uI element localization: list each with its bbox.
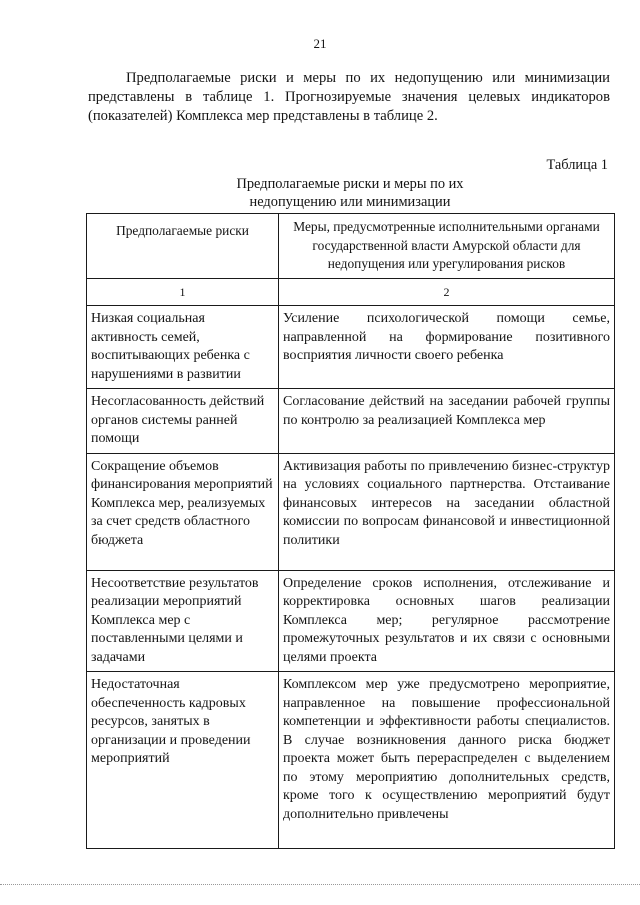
intro-paragraph: Предполагаемые риски и меры по их недопущению или минимизации представлены в таблице 1. Прогнозируемые значения целевых индикаторов (показателей) Комплекса мер представлены в таблице 2. bbox=[88, 70, 610, 124]
table-row bbox=[87, 453, 615, 570]
table-row bbox=[87, 672, 615, 849]
column-number-row bbox=[87, 278, 615, 306]
measure-cell: Комплексом мер уже предусмотрено мероприятие, направленное на повышение профессиональной компетенции и эффективности работы специалистов. В случае возникновения данного риска бюджет проекта может быть перераспределен с выделением по этому мероприятию дополнительных средств, кроме того к осуществлению мероприятий будут дополнительно привлечены bbox=[279, 672, 615, 849]
table-caption: Предполагаемые риски и меры по их недопущению или минимизации bbox=[236, 176, 464, 210]
table-row bbox=[87, 306, 615, 389]
measure-cell: Согласование действий на заседании рабочей группы по контролю за реализацией Комплекса мер bbox=[279, 389, 615, 454]
column-number-1: 1 bbox=[87, 278, 279, 306]
measure-cell: Определение сроков исполнения, отслеживание и корректировка основных шагов реализации Комплекса мер; регулярное рассмотрение промежуточных результатов и их связи с основными целями проекта bbox=[279, 570, 615, 672]
table-row bbox=[87, 570, 615, 672]
page-bottom-edge bbox=[0, 884, 640, 885]
measure-cell: Активизация работы по привлечению бизнес-структур на условиях социального партнерства. Отстаивание финансовых интересов на заседании областной комиссии по вопросам финансовой и инвестиционной политики bbox=[279, 453, 615, 570]
table-label: Таблица 1 bbox=[546, 157, 608, 173]
risk-cell: Сокращение объемов финансирования мероприятий Комплекса мер, реализуемых за счет средств областного бюджета bbox=[87, 453, 279, 570]
page-number: 21 bbox=[313, 36, 327, 51]
risk-cell: Несогласованность действий органов системы ранней помощи bbox=[87, 389, 279, 454]
table-row bbox=[87, 389, 615, 454]
header-measures: Меры, предусмотренные исполнительными органами государственной власти Амурской области для недопущения или урегулирования рисков bbox=[279, 214, 615, 279]
column-number-2: 2 bbox=[279, 278, 615, 306]
risk-cell: Низкая социальная активность семей, воспитывающих ребенка с нарушениями в развитии bbox=[87, 306, 279, 389]
measure-cell: Усиление психологической помощи семье, направленной на формирование позитивного восприятия личности своего ребенка bbox=[279, 306, 615, 389]
risk-cell: Несоответствие результатов реализации мероприятий Комплекса мер с поставленными целями и задачами bbox=[87, 570, 279, 672]
risk-cell: Недостаточная обеспеченность кадровых ресурсов, занятых в организации и проведении мероприятий bbox=[87, 672, 279, 849]
risks-table bbox=[86, 213, 615, 849]
header-risks: Предполагаемые риски bbox=[87, 214, 279, 279]
table-header-row bbox=[87, 214, 615, 279]
